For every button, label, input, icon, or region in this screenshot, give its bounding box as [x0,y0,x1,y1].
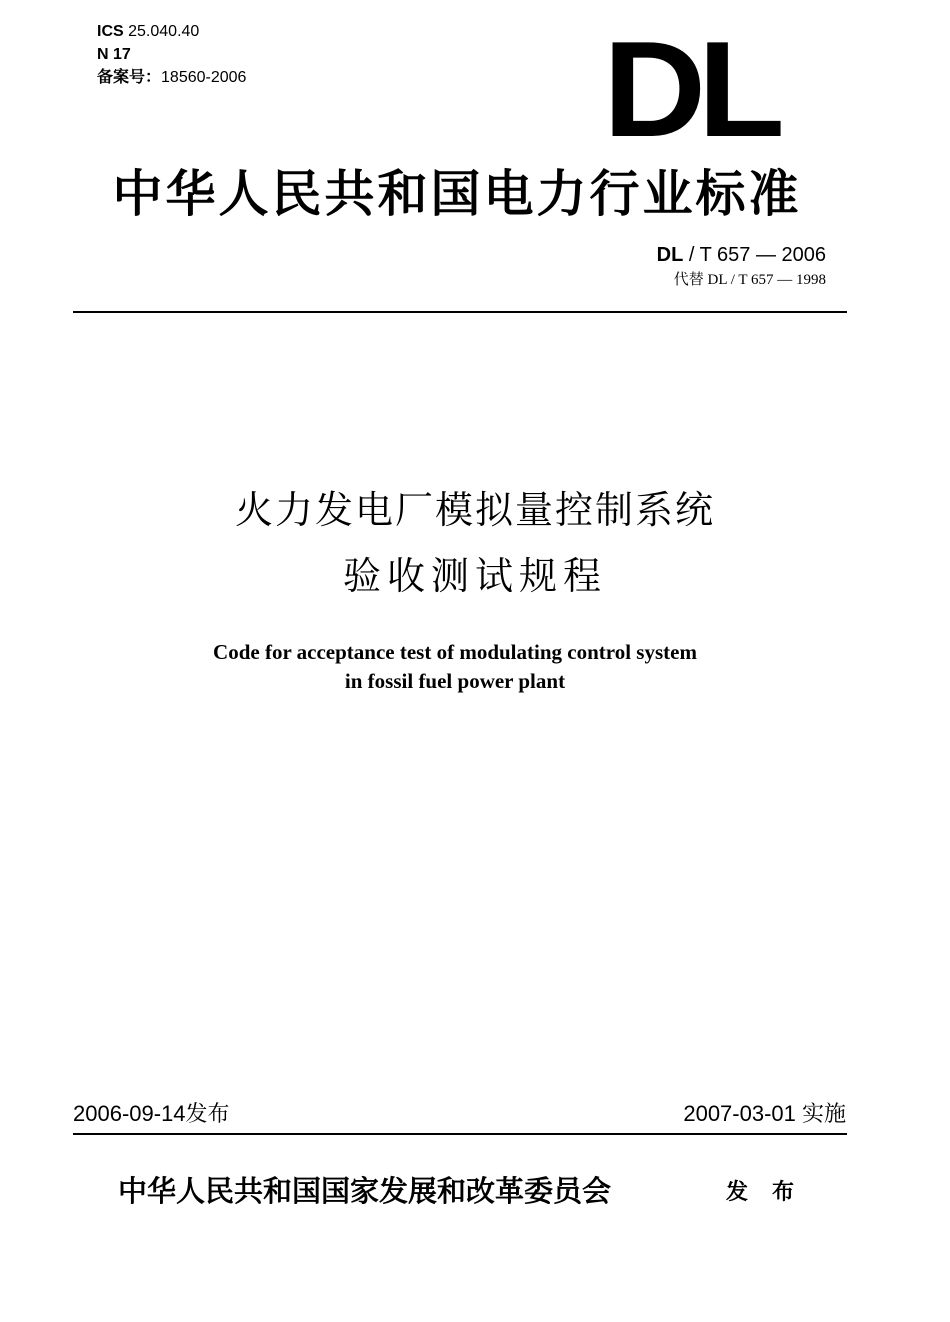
ics-label: ICS [97,23,124,40]
dl-logo: DL [603,13,777,165]
implementation-date: 2007-03-01 实施 [683,1101,846,1126]
title-cn-line1: 火力发电厂模拟量控制系统 [234,488,715,532]
n-classification: N 17 [97,46,131,63]
standard-number-rest: / T 657 — 2006 [683,244,826,266]
top-divider [73,311,847,313]
title-cn-line2: 验收测试规程 [342,554,607,598]
filing-label: 备案号： [97,69,162,86]
ics-code [97,20,246,43]
issuer-action: 发布 [726,1179,819,1205]
filing-number-value: 18560-2006 [161,69,247,86]
issue-date: 2006-09-14发布 [73,1101,230,1126]
classification-block [97,20,246,89]
industry-standard-title: 中华人民共和国电力行业标准 [112,164,802,223]
ics-number: 25.040.40 [128,23,200,40]
standard-number [657,242,826,268]
issuer-name: 中华人民共和国国家发展和改革委员会 [118,1174,612,1208]
title-en-line1: Code for acceptance test of modulating control system [213,640,697,664]
replaces-standard: 代替 DL / T 657 — 1998 [673,272,826,288]
standard-prefix: DL [656,244,684,266]
filing-number [97,66,246,89]
bottom-divider [73,1133,847,1135]
title-en-line2: in fossil fuel power plant [344,669,566,693]
